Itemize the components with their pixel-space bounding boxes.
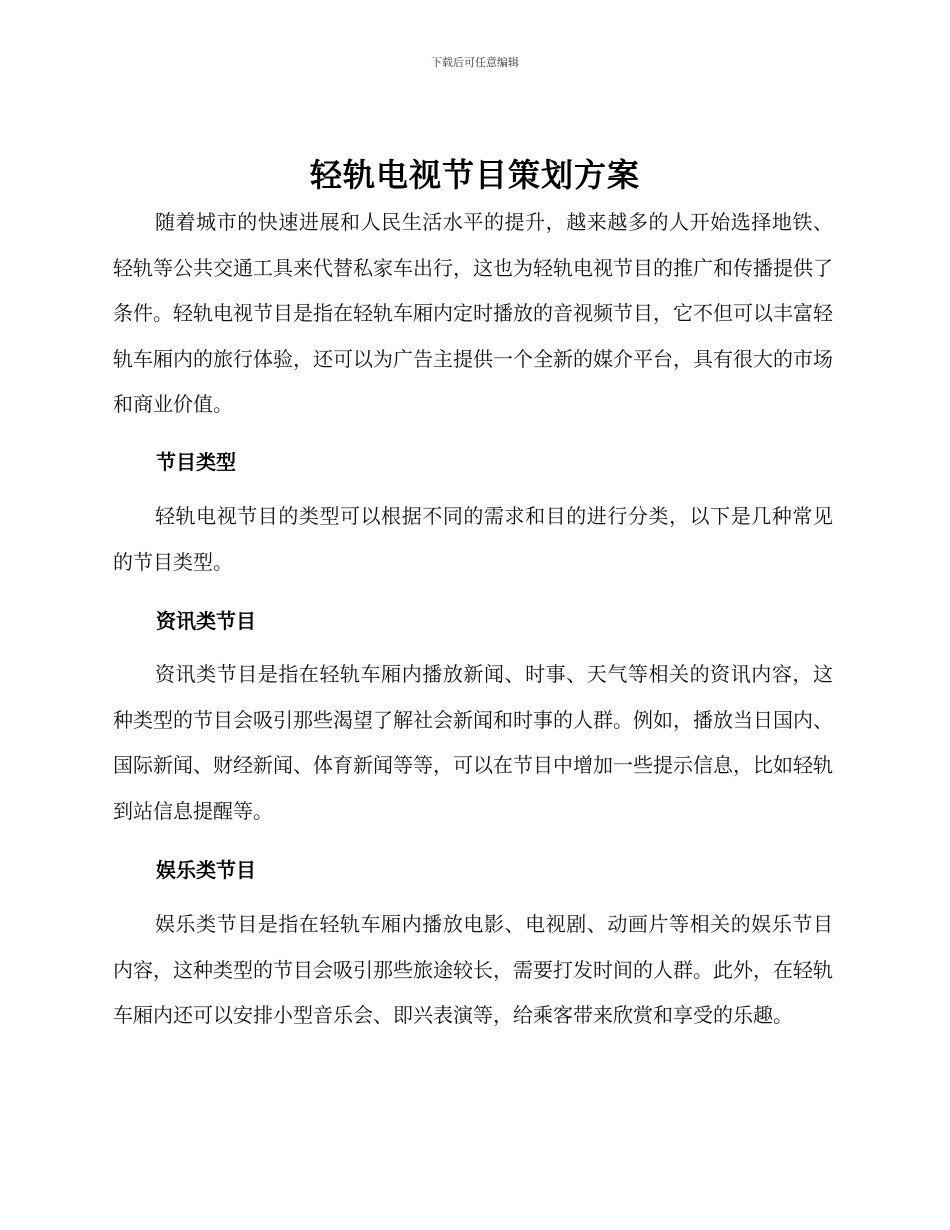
section-body-entertainment-programs: 娱乐类节目是指在轻轨车厢内播放电影、电视剧、动画片等相关的娱乐节目内容，这种类型的节目会吸引那些旅途较长，需要打发时间的人群。此外，在轻轨车厢内还可以安排小型音乐会、即兴表演等，给乘客带来欣赏和享受的乐趣。 [113,912,833,1027]
section-body-program-types: 轻轨电视节目的类型可以根据不同的需求和目的进行分类，以下是几种常见的节目类型。 [113,504,833,574]
intro-paragraph: 随着城市的快速进展和人民生活水平的提升，越来越多的人开始选择地铁、轻轨等公共交通工具来代替私家车出行，这也为轻轨电视节目的推广和传播提供了条件。轻轨电视节目是指在轻轨车厢内定时播放的音视频节目，它不但可以丰富轻轨车厢内的旅行体验，还可以为广告主提供一个全新的媒介平台，具有很大的市场和商业价值。 [113,210,833,416]
document-title: 轻轨电视节目策划方案 [309,156,640,194]
section-heading-entertainment-programs: 娱乐类节目 [156,858,256,882]
section-heading-program-types: 节目类型 [156,450,236,474]
section-body-news-programs: 资讯类节目是指在轻轨车厢内播放新闻、时事、天气等相关的资讯内容，这种类型的节目会吸引那些渴望了解社会新闻和时事的人群。例如，播放当日国内、国际新闻、财经新闻、体育新闻等等，可以在节目中增加一些提示信息，比如轻轨到站信息提醒等。 [113,662,833,823]
section-heading-news-programs: 资讯类节目 [156,609,256,633]
header-note: 下载后可任意编辑 [431,56,519,69]
